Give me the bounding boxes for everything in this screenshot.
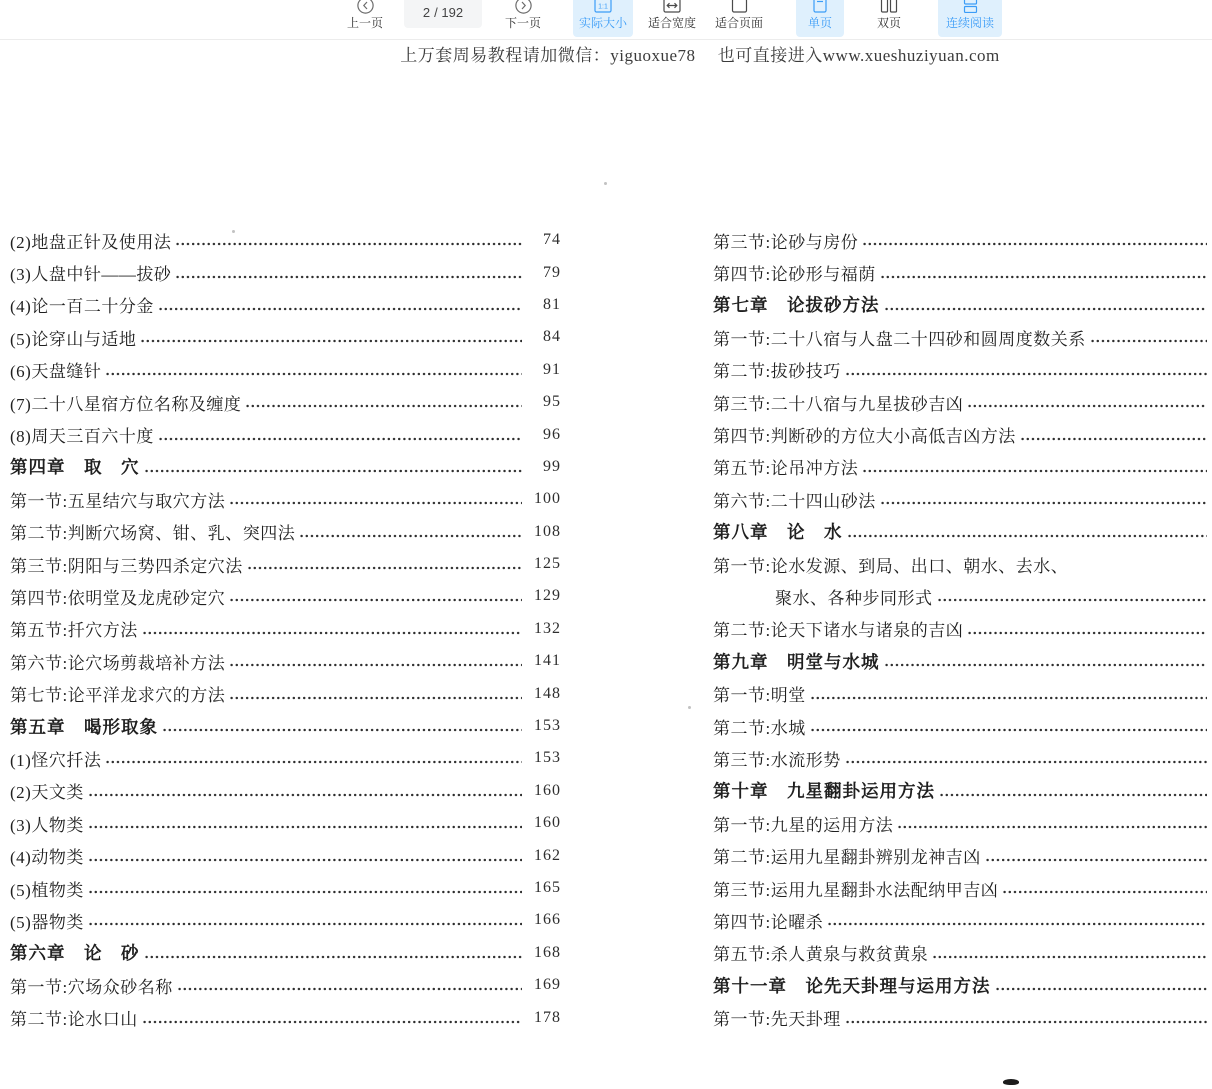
single-page-label: 单页 (807, 16, 832, 30)
dot-leader (88, 775, 522, 807)
scan-smudge (1003, 1079, 1019, 1085)
dot-leader (245, 386, 522, 418)
chevron-right-circle-icon (515, 0, 532, 14)
toc-entry-title: 第三节:阴阳与三势四杀定穴法 (10, 556, 243, 576)
dot-leader (175, 224, 522, 256)
toc-entry-title: 第五节:杀人黄泉与救贫黄泉 (713, 945, 929, 965)
toc-entry (713, 872, 1212, 904)
toc-entry (713, 904, 1212, 936)
toc-entry (713, 224, 1212, 256)
page-number: 153 (534, 717, 561, 735)
toc-entry (713, 1001, 1212, 1033)
double-page-label: 双页 (876, 16, 901, 30)
toc-entry (713, 483, 1212, 515)
dot-leader (847, 516, 1208, 548)
dot-leader (862, 451, 1207, 483)
toc-entry (10, 418, 561, 450)
toc-entry-title: (1)怪穴扦法 (10, 750, 102, 770)
prev-page-button[interactable] (341, 0, 389, 37)
toc-entry-title: 第二节:论天下诸水与诸泉的吉凶 (713, 621, 964, 641)
dot-leader (884, 289, 1208, 321)
fit-page-label: 适合页面 (714, 16, 763, 30)
toc-entry-title: 第三节:论砂与房份 (713, 232, 859, 252)
toc-entry (10, 354, 561, 386)
pdf-reader-toolbar (0, 0, 1212, 40)
dot-leader (810, 677, 1207, 709)
toc-entry-title: 第九章 明堂与水城 (713, 651, 880, 672)
toc-entry (713, 937, 1212, 969)
page-number: 96 (543, 425, 561, 443)
toc-entry-title: (2)天文类 (10, 783, 84, 803)
dot-leader (229, 483, 522, 515)
toc-entry-title: (3)人盘中针——拔砂 (10, 265, 172, 285)
toc-entry (10, 516, 561, 548)
toc-entry (713, 580, 1212, 612)
toc-entry-title: 第一节:九星的运用方法 (713, 815, 894, 835)
page-number: 178 (534, 1008, 561, 1026)
next-page-label: 下一页 (504, 16, 541, 30)
toc-entry (10, 1001, 561, 1033)
svg-text:1:1: 1:1 (598, 3, 608, 10)
page-number: 108 (534, 522, 561, 540)
toc-entry-title: 聚水、各种步同形式 (775, 588, 933, 608)
toc-entry (10, 613, 561, 645)
one-to-one-icon (594, 0, 612, 14)
toc-entry-title: 第二节:判断穴场窝、钳、乳、突四法 (10, 524, 296, 544)
toc-entry-title: 第四章 取 穴 (10, 457, 140, 478)
page-number: 91 (543, 360, 561, 378)
toc-entry-title: 第五节:扦穴方法 (10, 621, 138, 641)
dot-leader (175, 256, 522, 288)
toc-entry-title: 第八章 论 水 (713, 522, 843, 543)
toc-entry-title: 第二节:论水口山 (10, 1010, 138, 1030)
dot-leader (140, 321, 522, 353)
toc-entry-title: (7)二十八星宿方位名称及缠度 (10, 394, 242, 414)
dot-leader (810, 710, 1207, 742)
page-number: 132 (534, 619, 561, 637)
prev-page-label: 上一页 (346, 16, 383, 30)
page-number: 160 (534, 814, 561, 832)
toc-entry-title: (2)地盘正针及使用法 (10, 232, 172, 252)
dot-leader (229, 645, 522, 677)
scan-speck (688, 706, 691, 709)
toc-entry (713, 321, 1212, 353)
toc-entry-title: 第十章 九星翻卦运用方法 (713, 781, 935, 802)
toc-entry (10, 677, 561, 709)
dot-leader (827, 904, 1207, 936)
dot-leader (937, 580, 1208, 612)
toc-entry (713, 289, 1212, 321)
page-number: 153 (534, 749, 561, 767)
toc-entry-title: 第三节:二十八宿与九星拔砂吉凶 (713, 394, 964, 414)
page-number: 162 (534, 846, 561, 864)
toc-entry (713, 710, 1212, 742)
dot-leader (1020, 418, 1207, 450)
toc-entry-title: 第一节:论水发源、到局、出口、朝水、去水、 (713, 556, 1069, 576)
dot-leader (142, 1001, 522, 1033)
toc-entry (10, 256, 561, 288)
dot-leader (995, 969, 1208, 1001)
toc-entry-title: 第四节:论曜杀 (713, 912, 824, 932)
actual-size-label: 实际大小 (578, 16, 627, 30)
total-pages-label: / 192 (434, 4, 464, 20)
toc-entry-title: 第六章 论 砂 (10, 943, 140, 964)
scan-speck (232, 230, 235, 233)
dot-leader (158, 418, 522, 450)
continuous-read-icon (963, 0, 978, 14)
toc-entry (10, 483, 561, 515)
dot-leader (105, 742, 522, 774)
dot-leader (967, 613, 1207, 645)
dot-leader (247, 548, 522, 580)
page-number-input[interactable] (404, 0, 482, 28)
fit-page-button[interactable] (709, 0, 769, 37)
toc-entry (10, 872, 561, 904)
dot-leader (162, 710, 522, 742)
page-number: 95 (543, 393, 561, 411)
dot-leader (229, 580, 522, 612)
toc-entry-title: (4)论一百二十分金 (10, 297, 154, 317)
toc-entry-title: 第七章 论拔砂方法 (713, 295, 880, 316)
toc-entry (713, 418, 1212, 450)
toc-entry-title: 第三节:运用九星翻卦水法配纳甲吉凶 (713, 880, 999, 900)
toc-entry (713, 969, 1212, 1001)
dot-leader (144, 937, 523, 969)
toc-entry-title: 第一节:五星结穴与取穴方法 (10, 491, 226, 511)
toc-entry-title: 第六节:二十四山砂法 (713, 491, 876, 511)
dot-leader (880, 256, 1207, 288)
toc-entry (713, 742, 1212, 774)
toc-entry-title: 第二节:拔砂技巧 (713, 362, 841, 382)
fit-width-icon (663, 0, 681, 14)
next-page-button[interactable] (499, 0, 547, 37)
continuous-read-button[interactable] (938, 0, 1002, 37)
toc-entry (10, 321, 561, 353)
toc-entry (713, 775, 1212, 807)
toc-left-column (10, 224, 561, 1034)
page-number: 74 (543, 231, 561, 249)
toc-entry (10, 580, 561, 612)
dot-leader (845, 354, 1207, 386)
dot-leader (229, 677, 522, 709)
page-number: 129 (534, 587, 561, 605)
toc-entry (10, 451, 561, 483)
toc-entry-title: 第七节:论平洋龙求穴的方法 (10, 686, 226, 706)
dot-leader (88, 904, 522, 936)
double-page-button[interactable] (865, 0, 913, 37)
continuous-read-label: 连续阅读 (945, 16, 994, 30)
toc-entry (10, 548, 561, 580)
toc-entry (10, 289, 561, 321)
dot-leader (932, 937, 1207, 969)
dot-leader (88, 807, 522, 839)
wechat-notice-text: 上万套周易教程请加微信：yiguoxue78 也可直接进入www.xueshuziyuan.com (400, 46, 1000, 65)
page-number: 168 (534, 943, 561, 961)
page-number: 81 (543, 295, 561, 313)
toc-entry-title: (5)植物类 (10, 880, 84, 900)
dot-leader (845, 1001, 1207, 1033)
toc-entry (713, 613, 1212, 645)
single-page-icon (813, 0, 827, 14)
toc-entry (713, 807, 1212, 839)
toc-entry-title: (5)论穿山与适地 (10, 329, 137, 349)
double-page-icon (880, 0, 898, 14)
dot-leader (939, 775, 1207, 807)
toc-entry-title: 第五章 喝形取象 (10, 716, 158, 737)
page-number: 160 (534, 781, 561, 799)
toc-entry-title: 第一节:明堂 (713, 686, 806, 706)
toc-entry-title: (6)天盘缝针 (10, 362, 102, 382)
toc-entry-title: 第四节:判断砂的方位大小高低吉凶方法 (713, 427, 1016, 447)
page-number: 169 (534, 976, 561, 994)
toc-entry (10, 807, 561, 839)
toc-entry-title: (4)动物类 (10, 848, 84, 868)
fit-width-label: 适合宽度 (647, 16, 696, 30)
toc-entry (10, 742, 561, 774)
toc-entry (10, 839, 561, 871)
toc-entry (10, 386, 561, 418)
dot-leader (177, 969, 522, 1001)
chevron-left-circle-icon (357, 0, 374, 14)
dot-leader (884, 645, 1208, 677)
toc-entry-title: (8)周天三百六十度 (10, 427, 154, 447)
toc-entry-title: 第一节:二十八宿与人盘二十四砂和圆周度数关系 (713, 329, 1086, 349)
toc-entry-title: 第六节:论穴场剪裁培补方法 (10, 653, 226, 673)
dot-leader (144, 451, 523, 483)
toc-entry (713, 451, 1212, 483)
dot-leader (967, 386, 1207, 418)
toc-entry (713, 256, 1212, 288)
toc-entry-title: 第四节:依明堂及龙虎砂定穴 (10, 588, 226, 608)
toc-right-column (713, 224, 1212, 1034)
toc-entry (713, 645, 1212, 677)
dot-leader (105, 354, 522, 386)
page-number: 141 (534, 652, 561, 670)
toc-entry-title: 第二节:运用九星翻卦辨别龙神吉凶 (713, 848, 981, 868)
toc-entry (10, 710, 561, 742)
dot-leader (862, 224, 1207, 256)
toc-entry-title: 第四节:论砂形与福荫 (713, 265, 876, 285)
toc-entry (10, 224, 561, 256)
toc-entry (713, 354, 1212, 386)
toc-entry (713, 516, 1212, 548)
single-page-button[interactable] (796, 0, 844, 37)
dot-leader (142, 613, 522, 645)
actual-size-button[interactable] (573, 0, 633, 37)
toc-entry-title: (3)人物类 (10, 815, 84, 835)
dot-leader (845, 742, 1207, 774)
notice-band (0, 40, 1212, 64)
scan-speck (604, 182, 607, 185)
dot-leader (158, 289, 522, 321)
dot-leader (1090, 321, 1207, 353)
dot-leader (88, 872, 522, 904)
fit-page-icon (731, 0, 748, 14)
toc-entry (10, 937, 561, 969)
fit-width-button[interactable] (642, 0, 702, 37)
page-number: 166 (534, 911, 561, 929)
page-number: 148 (534, 684, 561, 702)
dot-leader (88, 839, 522, 871)
page-number: 99 (543, 457, 561, 475)
toc-entry (10, 969, 561, 1001)
toc-entry-title: 第二节:水城 (713, 718, 806, 738)
toc-entry-title: (5)器物类 (10, 912, 84, 932)
page-number: 125 (534, 555, 561, 573)
current-page-value: 2 (422, 4, 431, 20)
toc-entry-title: 第一节:先天卦理 (713, 1010, 841, 1030)
dot-leader (880, 483, 1207, 515)
toc-entry (10, 645, 561, 677)
toc-entry (10, 775, 561, 807)
toc-entry-title: 第十一章 论先天卦理与运用方法 (713, 975, 991, 996)
page-number: 100 (534, 490, 561, 508)
dot-leader (985, 839, 1207, 871)
page-number: 165 (534, 879, 561, 896)
dot-leader (299, 516, 522, 548)
toc-entry-title: 第三节:水流形势 (713, 750, 841, 770)
toc-entry (713, 839, 1212, 871)
toc-entry (10, 904, 561, 936)
page-number: 79 (543, 263, 561, 281)
page-number: 84 (543, 328, 561, 346)
toc-entry (713, 548, 1212, 580)
toc-entry (713, 677, 1212, 709)
toc-entry-title: 第五节:论吊冲方法 (713, 459, 859, 479)
dot-leader (1002, 872, 1207, 904)
toc-entry-title: 第一节:穴场众砂名称 (10, 977, 173, 997)
toc-entry (713, 386, 1212, 418)
dot-leader (897, 807, 1207, 839)
